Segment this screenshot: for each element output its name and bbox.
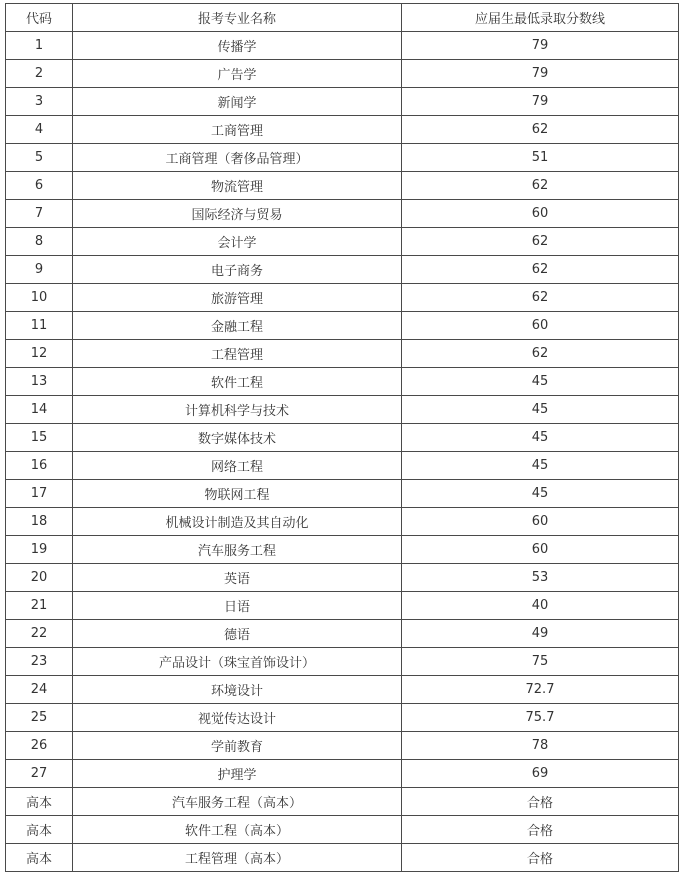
min-score-cell: 62 (402, 256, 679, 284)
major-name-cell: 软件工程（高本） (73, 816, 402, 844)
min-score-cell: 79 (402, 32, 679, 60)
min-score-cell: 62 (402, 172, 679, 200)
min-score-cell: 79 (402, 60, 679, 88)
min-score-cell: 45 (402, 424, 679, 452)
table-row (6, 760, 679, 788)
table-row (6, 340, 679, 368)
major-name-cell: 会计学 (73, 228, 402, 256)
major-name-cell: 学前教育 (73, 732, 402, 760)
table-row (6, 396, 679, 424)
min-score-cell: 72.7 (402, 676, 679, 704)
major-name-cell: 日语 (73, 592, 402, 620)
code-cell: 14 (6, 396, 73, 424)
code-cell: 22 (6, 620, 73, 648)
min-score-cell: 40 (402, 592, 679, 620)
header-code: 代码 (6, 4, 73, 32)
table-row (6, 116, 679, 144)
code-cell: 1 (6, 32, 73, 60)
table-row (6, 312, 679, 340)
major-name-cell: 产品设计（珠宝首饰设计） (73, 648, 402, 676)
code-cell: 8 (6, 228, 73, 256)
code-cell: 10 (6, 284, 73, 312)
min-score-cell: 合格 (402, 816, 679, 844)
min-score-cell: 45 (402, 452, 679, 480)
major-name-cell: 汽车服务工程（高本） (73, 788, 402, 816)
min-score-cell: 60 (402, 200, 679, 228)
major-name-cell: 旅游管理 (73, 284, 402, 312)
code-cell: 17 (6, 480, 73, 508)
table-row (6, 424, 679, 452)
code-cell: 高本 (6, 844, 73, 872)
code-cell: 19 (6, 536, 73, 564)
min-score-cell: 51 (402, 144, 679, 172)
major-name-cell: 物流管理 (73, 172, 402, 200)
code-cell: 12 (6, 340, 73, 368)
header-min-score: 应届生最低录取分数线 (402, 4, 679, 32)
code-cell: 26 (6, 732, 73, 760)
min-score-cell: 69 (402, 760, 679, 788)
table-row (6, 144, 679, 172)
major-name-cell: 德语 (73, 620, 402, 648)
table-row (6, 564, 679, 592)
code-cell: 高本 (6, 788, 73, 816)
code-cell: 6 (6, 172, 73, 200)
min-score-cell: 53 (402, 564, 679, 592)
table-row (6, 508, 679, 536)
code-cell: 21 (6, 592, 73, 620)
table-row (6, 284, 679, 312)
min-score-cell: 62 (402, 228, 679, 256)
min-score-cell: 62 (402, 284, 679, 312)
min-score-cell: 49 (402, 620, 679, 648)
major-name-cell: 环境设计 (73, 676, 402, 704)
major-name-cell: 物联网工程 (73, 480, 402, 508)
major-name-cell: 网络工程 (73, 452, 402, 480)
code-cell: 15 (6, 424, 73, 452)
major-name-cell: 传播学 (73, 32, 402, 60)
table-row (6, 368, 679, 396)
table-body (6, 32, 679, 872)
table-header-row (6, 4, 679, 32)
min-score-cell: 60 (402, 536, 679, 564)
table-row (6, 256, 679, 284)
table-row (6, 704, 679, 732)
code-cell: 20 (6, 564, 73, 592)
min-score-cell: 60 (402, 508, 679, 536)
code-cell: 24 (6, 676, 73, 704)
major-name-cell: 视觉传达设计 (73, 704, 402, 732)
min-score-cell: 合格 (402, 788, 679, 816)
code-cell: 4 (6, 116, 73, 144)
major-name-cell: 新闻学 (73, 88, 402, 116)
admission-score-table (5, 3, 679, 872)
major-name-cell: 英语 (73, 564, 402, 592)
major-name-cell: 计算机科学与技术 (73, 396, 402, 424)
min-score-cell: 45 (402, 396, 679, 424)
code-cell: 3 (6, 88, 73, 116)
min-score-cell: 45 (402, 480, 679, 508)
min-score-cell: 75.7 (402, 704, 679, 732)
major-name-cell: 国际经济与贸易 (73, 200, 402, 228)
min-score-cell: 60 (402, 312, 679, 340)
major-name-cell: 工商管理 (73, 116, 402, 144)
code-cell: 5 (6, 144, 73, 172)
major-name-cell: 工程管理（高本） (73, 844, 402, 872)
table-row (6, 32, 679, 60)
code-cell: 23 (6, 648, 73, 676)
code-cell: 高本 (6, 816, 73, 844)
table-row (6, 648, 679, 676)
major-name-cell: 工程管理 (73, 340, 402, 368)
code-cell: 7 (6, 200, 73, 228)
major-name-cell: 数字媒体技术 (73, 424, 402, 452)
table-row (6, 452, 679, 480)
table-row (6, 816, 679, 844)
table-row (6, 536, 679, 564)
code-cell: 18 (6, 508, 73, 536)
code-cell: 11 (6, 312, 73, 340)
min-score-cell: 合格 (402, 844, 679, 872)
table-row (6, 592, 679, 620)
table-row (6, 620, 679, 648)
major-name-cell: 工商管理（奢侈品管理） (73, 144, 402, 172)
code-cell: 16 (6, 452, 73, 480)
table-row (6, 732, 679, 760)
table-row (6, 480, 679, 508)
code-cell: 25 (6, 704, 73, 732)
major-name-cell: 电子商务 (73, 256, 402, 284)
code-cell: 9 (6, 256, 73, 284)
table-row (6, 60, 679, 88)
code-cell: 13 (6, 368, 73, 396)
min-score-cell: 78 (402, 732, 679, 760)
major-name-cell: 软件工程 (73, 368, 402, 396)
min-score-cell: 45 (402, 368, 679, 396)
major-name-cell: 护理学 (73, 760, 402, 788)
table-row (6, 228, 679, 256)
code-cell: 27 (6, 760, 73, 788)
major-name-cell: 汽车服务工程 (73, 536, 402, 564)
major-name-cell: 机械设计制造及其自动化 (73, 508, 402, 536)
table-row (6, 172, 679, 200)
table-row (6, 200, 679, 228)
code-cell: 2 (6, 60, 73, 88)
header-major-name: 报考专业名称 (73, 4, 402, 32)
table-row (6, 676, 679, 704)
min-score-cell: 62 (402, 116, 679, 144)
table-row (6, 788, 679, 816)
min-score-cell: 79 (402, 88, 679, 116)
major-name-cell: 金融工程 (73, 312, 402, 340)
table-row (6, 88, 679, 116)
major-name-cell: 广告学 (73, 60, 402, 88)
table-row (6, 844, 679, 872)
min-score-cell: 75 (402, 648, 679, 676)
min-score-cell: 62 (402, 340, 679, 368)
